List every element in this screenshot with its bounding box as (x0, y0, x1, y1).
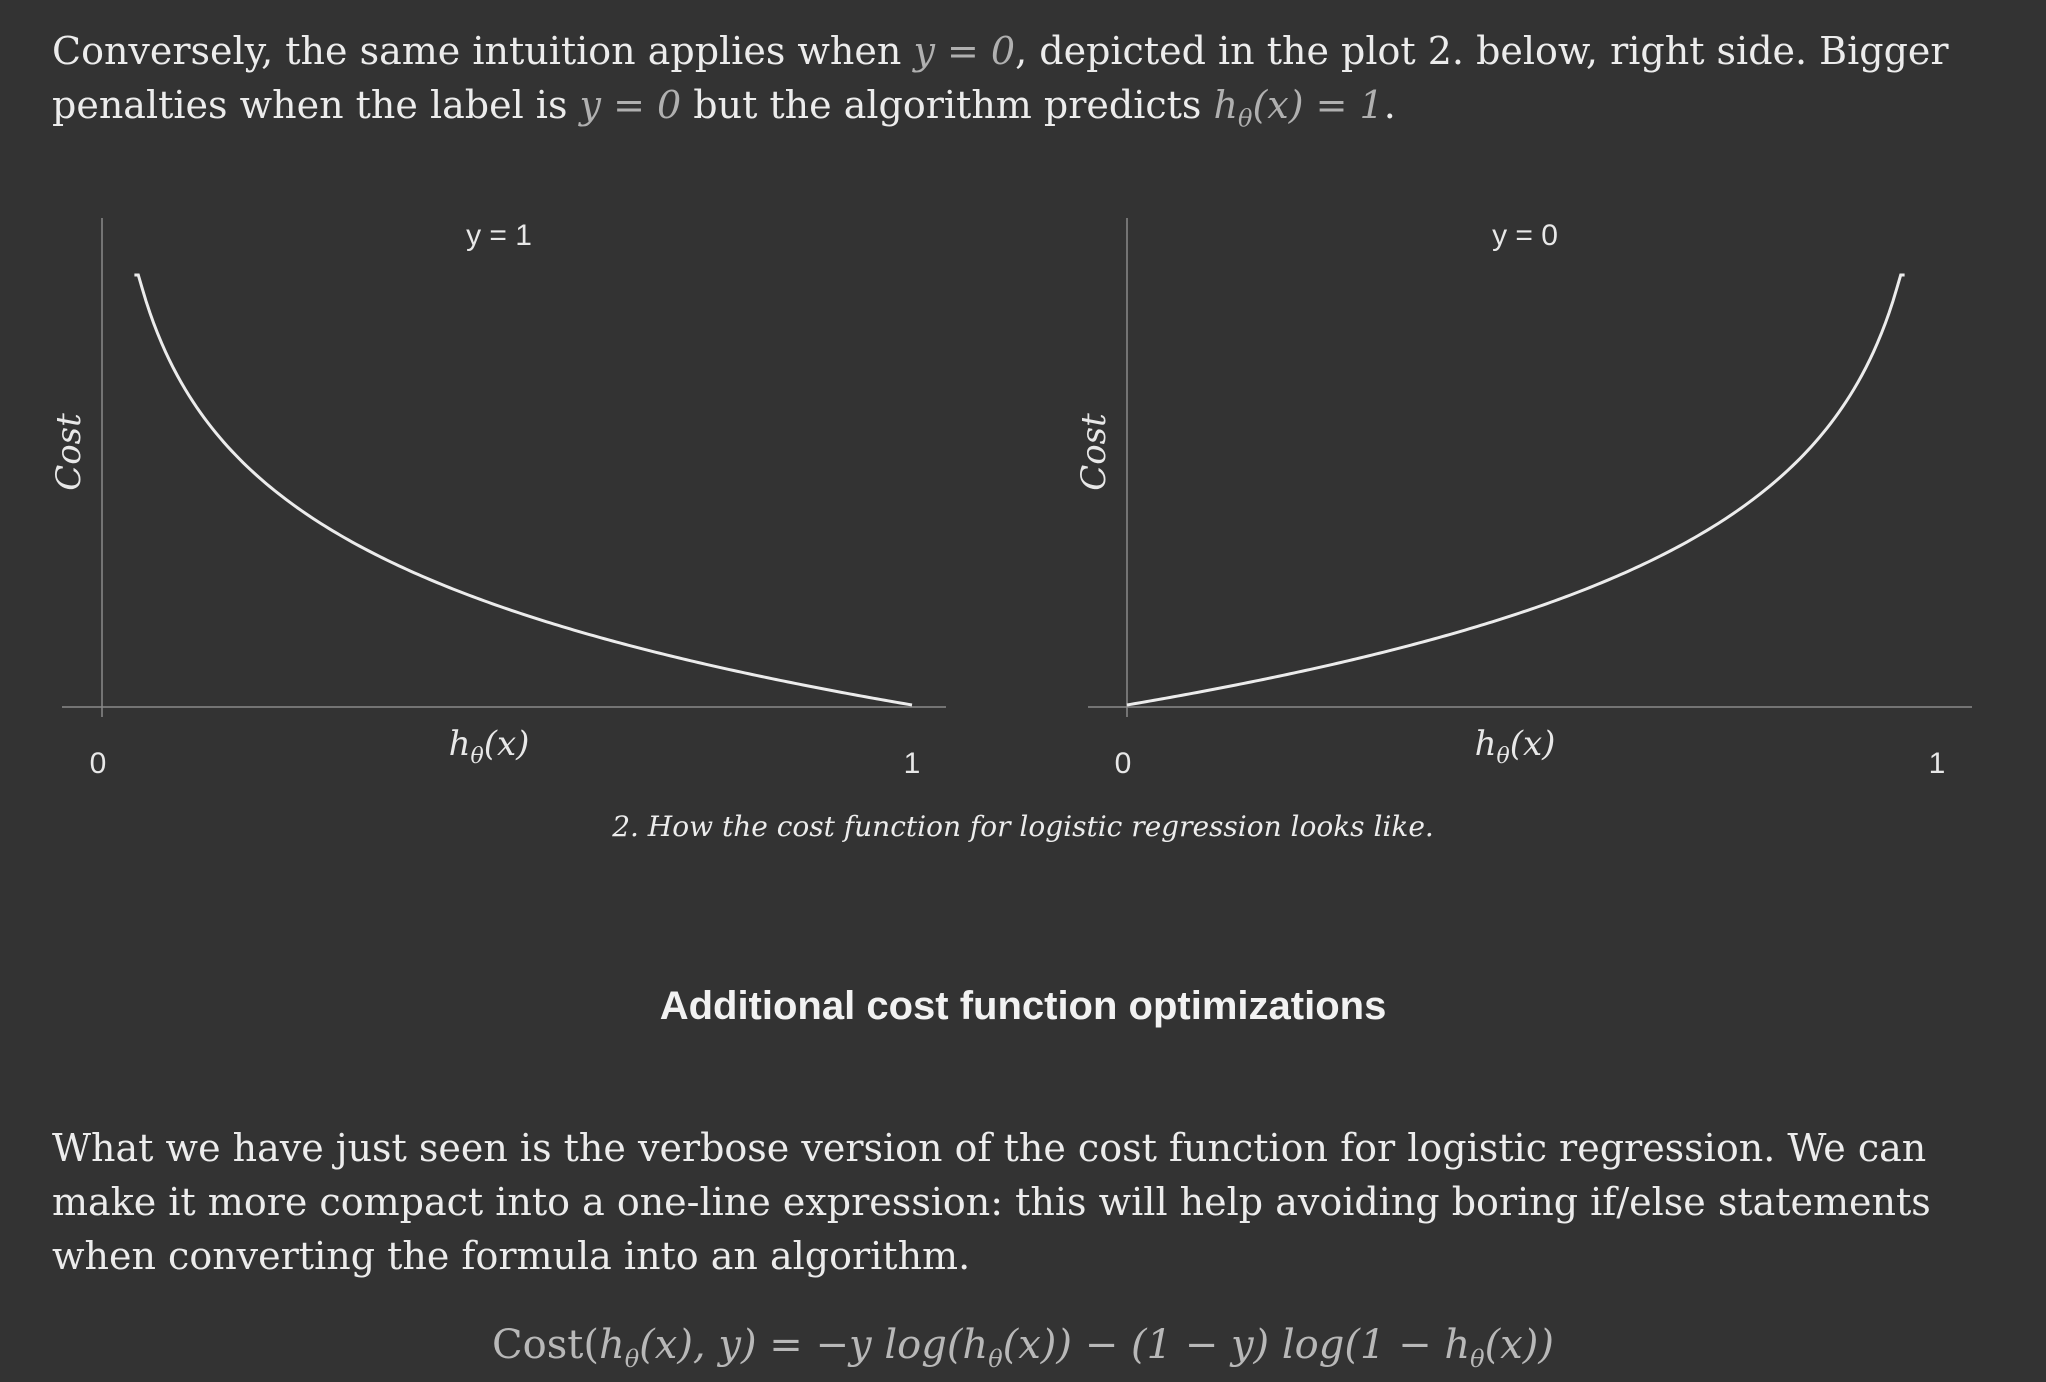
formula-lhs: Cost( (492, 1322, 599, 1368)
h-letter: h (1213, 83, 1238, 127)
body-paragraph: What we have just seen is the verbose version of the cost function for logistic regression. We can make it more compact into a one-line expression: this will help avoiding boring if/else statements when converting the formula into an algorithm. (52, 1126, 1931, 1278)
intro-math-y0: y = 0 (913, 29, 1016, 73)
x-axis-label: $h_\theta(x)$ (1474, 724, 1556, 769)
y-axis-label: Cost (1074, 413, 1114, 491)
intro-text-3: but the algorithm predicts (681, 83, 1214, 127)
theta-sub: θ (1238, 104, 1253, 133)
formula-theta3: θ (1470, 1345, 1485, 1373)
formula-part1: (x), y) = −y log( (639, 1322, 963, 1368)
x-tick-label: 0 (89, 747, 107, 780)
formula-theta2: θ (988, 1345, 1003, 1373)
figure-caption: 2. How the cost function for logistic regression looks like. (612, 810, 1434, 843)
chart-title: y = 0 (1492, 219, 1558, 252)
chart-title: y = 1 (466, 219, 532, 252)
formula-theta1: θ (624, 1345, 640, 1373)
h-rest: (x) = 1 (1252, 83, 1384, 127)
x-tick-label: 1 (1928, 747, 1946, 780)
intro-math-y0-b: y = 0 (579, 83, 682, 127)
cost-curve (134, 275, 912, 705)
section-heading: Additional cost function optimizations (659, 984, 1387, 1028)
formula-h3: h (1444, 1322, 1471, 1368)
formula-h1: h (598, 1322, 625, 1368)
intro-text-4: . (1383, 83, 1396, 127)
cost-formula (0, 1322, 2046, 1373)
intro-text-2: , depicted in the plot 2. below, right side. Bigger penalties when the label is (52, 29, 1949, 127)
intro-text-1: Conversely, the same intuition applies when (52, 29, 914, 73)
x-axis-label: $h_\theta(x)$ (448, 724, 530, 769)
x-tick-label: 1 (903, 747, 921, 780)
formula-part3: (x)) (1484, 1322, 1554, 1368)
chart-y0 (1074, 218, 1972, 780)
cost-curve (1127, 275, 1905, 705)
chart-y1 (49, 218, 946, 780)
x-tick-label: 0 (1114, 747, 1132, 780)
formula-part2: (x)) − (1 − y) log(1 − (1002, 1322, 1445, 1368)
formula-h2: h (962, 1322, 989, 1368)
y-axis-label: Cost (49, 413, 89, 491)
